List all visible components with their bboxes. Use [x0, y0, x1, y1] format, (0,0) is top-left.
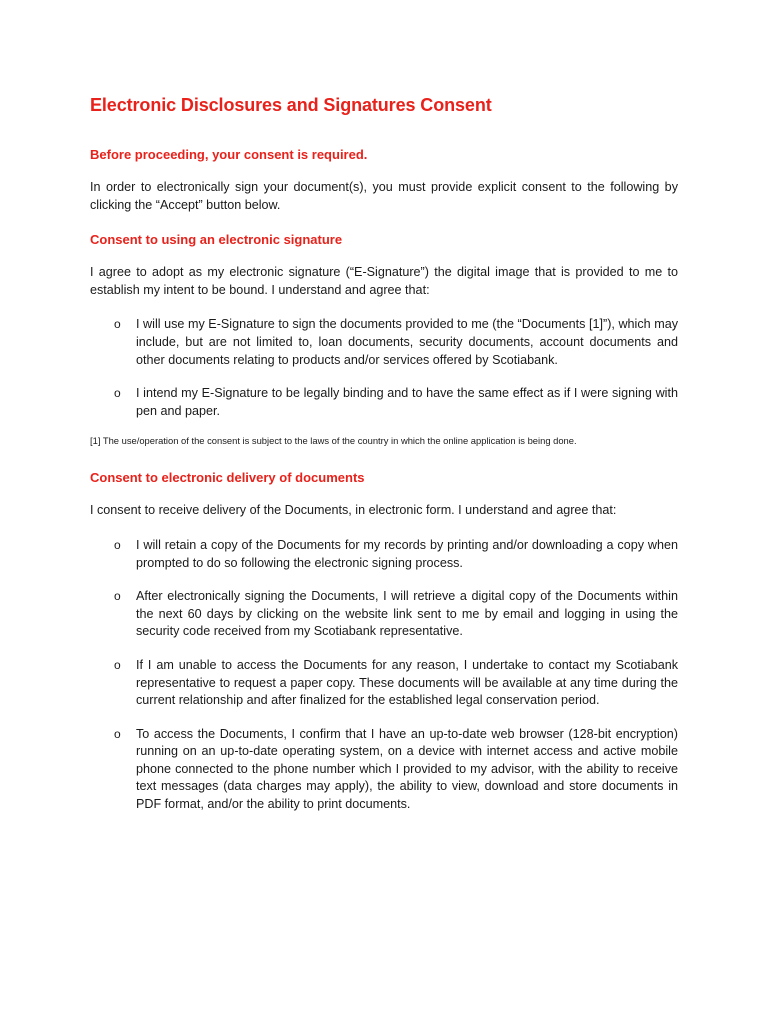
- signature-terms-list: [90, 316, 678, 420]
- delivery-section-heading: Consent to electronic delivery of documents: [90, 470, 365, 486]
- list-item-text: I intend my E-Signature to be legally binding and to have the same effect as if I were signing with pen and paper.: [136, 386, 678, 418]
- list-item: [90, 657, 678, 710]
- consent-required-heading: Before proceeding, your consent is required.: [90, 147, 368, 162]
- document-title: Electronic Disclosures and Signatures Consent: [90, 95, 492, 115]
- list-item-text: I will use my E-Signature to sign the documents provided to me (the “Documents [1]”), which may include, but are not limited to, loan documents, security documents, account documents and other documents relating to products and/or services offered by Scotiabank.: [136, 317, 678, 367]
- delivery-terms-list: [90, 537, 678, 814]
- intro-paragraph: In order to electronically sign your document(s), you must provide explicit consent to the following by clicking the “Accept” button below.: [90, 180, 678, 212]
- list-item: [90, 385, 678, 420]
- bullet-icon: o: [114, 657, 121, 672]
- signature-section-heading: Consent to using an electronic signature: [90, 232, 343, 248]
- bullet-icon: o: [114, 726, 121, 741]
- list-item: [90, 588, 678, 641]
- bullet-icon: o: [114, 589, 121, 604]
- delivery-lead-paragraph: I consent to receive delivery of the Documents, in electronic form. I understand and agree that:: [90, 503, 617, 518]
- list-item-text: If I am unable to access the Documents for any reason, I undertake to contact my Scotiabank representative to request a paper copy. These documents will be available at any time during the current relationship and after finalized for the established legal conservation period.: [136, 657, 678, 708]
- footnote: [1] The use/operation of the consent is subject to the laws of the country in which the online application is being done.: [90, 435, 577, 447]
- list-item-text: I will retain a copy of the Documents for my records by printing and/or downloading a copy when prompted to do so following the electronic signing process.: [136, 537, 678, 570]
- list-item-text: To access the Documents, I confirm that I have an up-to-date web browser (128-bit encryption) running on an up-to-date operating system, on a device with internet access and active mobile phone connected to the phone number which I provided to my advisor, with the ability to receive text messages (data charges may apply), the ability to view, download and store documents in PDF format, and/or the ability to print documents.: [136, 726, 678, 812]
- bullet-icon: o: [114, 537, 121, 552]
- list-item-text: After electronically signing the Documents, I will retrieve a digital copy of the Documents within the next 60 days by clicking on the website link sent to me by email and logging in using the security code received from my Scotiabank representative.: [136, 589, 678, 639]
- list-item: [90, 537, 678, 572]
- bullet-icon: o: [114, 386, 121, 401]
- list-item: [90, 726, 678, 814]
- signature-lead-paragraph: I agree to adopt as my electronic signature (“E-Signature”) the digital image that is provided to me to establish my intent to be bound. I understand and agree that:: [90, 265, 678, 297]
- consent-document: [90, 92, 678, 830]
- bullet-icon: o: [114, 317, 121, 332]
- list-item: [90, 316, 678, 369]
